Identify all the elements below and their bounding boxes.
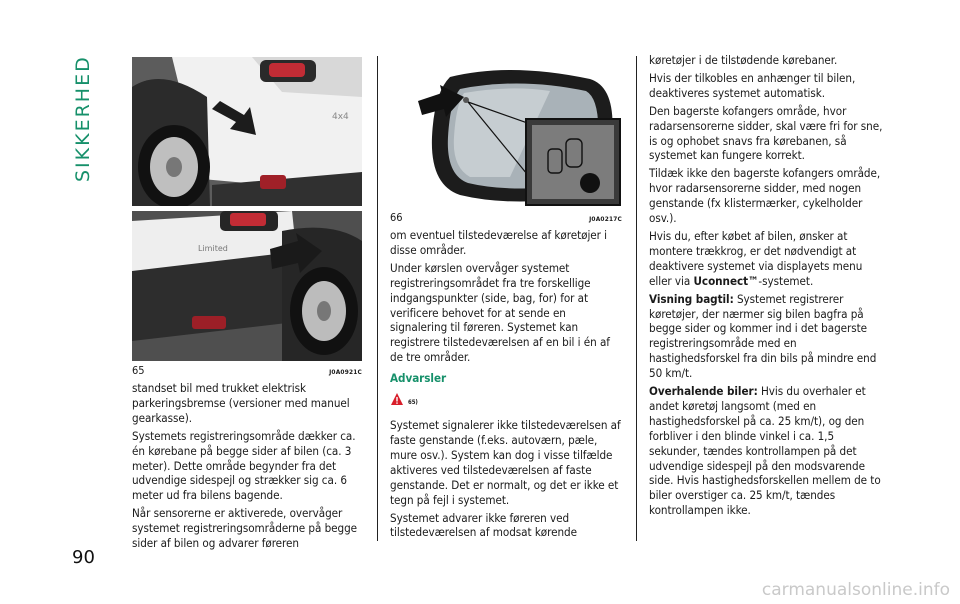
figure-65-photo-bottom	[132, 211, 362, 361]
paragraph: Systemet signalerer ikke tilstedeværelsen af faste genstande (f.eks. autoværn, pæle, mure osv.). System kan dog i visse tilfælde aktiveres ved tilstedeværelsen af faste genstande. Det er normalt, og det er ikke et tegn på fejl i systemet.	[390, 418, 621, 507]
column-2-text	[390, 228, 625, 543]
column-divider-1	[377, 56, 378, 541]
svg-text:Limited: Limited	[198, 244, 228, 253]
uconnect-text-pre: Hvis du, efter købet af bilen, ønsker at montere trækkrog, er det nødvendigt at deaktivere systemet via displayets menu eller via	[649, 228, 863, 288]
figure-code: J0A0217C	[589, 215, 622, 223]
rear-bumper-sensor-image-side	[132, 211, 362, 361]
paragraph: Når sensorerne er aktiverede, overvåger systemet registreringsområderne på begge sider af bilen og advarer føreren	[132, 506, 358, 551]
column-3-text	[649, 53, 885, 521]
rear-view-text: Systemet registrerer køretøjer, der nærmer sig bilen bagfra på begge sider og kommer ind i det bagerste registreringsområde med en hastighedsforskel fra din bils på mindre end 50 km/t.	[649, 291, 877, 381]
warning-triangle-icon	[390, 392, 404, 406]
figure-66-caption	[390, 211, 622, 224]
overtaking-label: Overhalende biler:	[649, 384, 758, 399]
paragraph: Systemet advarer ikke føreren ved tilstedeværelsen af modsat kørende	[390, 510, 577, 540]
uconnect-paragraph	[649, 229, 885, 289]
rear-bumper-sensor-image	[132, 57, 362, 206]
figure-65-caption	[132, 364, 362, 377]
paragraph: om eventuel tilstedeværelse af køretøjer i disse områder.	[390, 228, 608, 257]
page-number: 90	[72, 547, 95, 568]
column-divider-2	[636, 56, 637, 541]
uconnect-brand: Uconnect™	[693, 273, 759, 288]
warning-reference	[390, 392, 625, 412]
column-1-text	[132, 381, 365, 554]
paragraph: Systemets registreringsområde dækker ca. én kørebane på begge sider af bilen (ca. 3 meter). Dette område begynder fra det udvendige sidespejl og strækker sig ca. 6 meter ud fra bilens bagende.	[132, 428, 356, 503]
svg-text:4x4: 4x4	[332, 112, 349, 122]
rear-view-paragraph	[649, 292, 885, 381]
section-title: SIKKERHED	[72, 55, 94, 182]
warnings-heading: Advarsler	[390, 371, 447, 386]
paragraph: Hvis der tilkobles en anhænger til bilen, deaktiveres systemet automatisk.	[649, 70, 856, 100]
warning-ref-number: 65)	[408, 399, 418, 407]
side-mirror-indicator-image	[390, 57, 622, 209]
figure-65-photo-top	[132, 57, 362, 206]
figure-code: J0A0921C	[329, 368, 362, 376]
rear-view-label: Visning bagtil:	[649, 291, 734, 306]
paragraph: Den bagerste kofangers område, hvor radarsensorerne sidder, skal være fri for sne, is og ophobet snavs fra kørebanen, så systemet kan fungere korrekt.	[649, 103, 883, 163]
figure-number: 65	[132, 364, 145, 377]
watermark: carmanualsonline.info	[761, 580, 950, 600]
paragraph: Tildæk ikke den bagerste kofangers område, hvor radarsensorerne sidder, med nogen genstande (fx klistermærker, cykelholder osv.).	[649, 166, 881, 226]
figure-number: 66	[390, 211, 403, 224]
uconnect-text-post: -systemet.	[758, 273, 814, 288]
overtaking-paragraph	[649, 384, 885, 518]
figure-66-photo	[390, 57, 622, 209]
paragraph: Under kørslen overvåger systemet registreringsområdet fra tre forskellige indgangspunkter (side, bag, for) for at verificere behovet for at sende en signalering til føreren. Systemet kan registrere tilstedeværelsen af en bil i én af de tre områder.	[390, 260, 610, 365]
paragraph: standset bil med trukket elektrisk parkeringsbremse (versioner med manuel gearkasse).	[132, 381, 350, 425]
overtaking-text: Hvis du overhaler et andet køretøj langsomt (med en hastighedsforskel på ca. 25 km/t), og den forbliver i den blinde vinkel i ca. 1,5 sekunder, tændes kontrollampen på det udvendige sidespejl på den modsvarende side. Hvis hastighedsforskellen mellem de to biler overstiger ca. 25 km/t, tændes kontrollampen ikke.	[649, 384, 881, 518]
paragraph: køretøjer i de tilstødende kørebaner.	[649, 53, 838, 67]
